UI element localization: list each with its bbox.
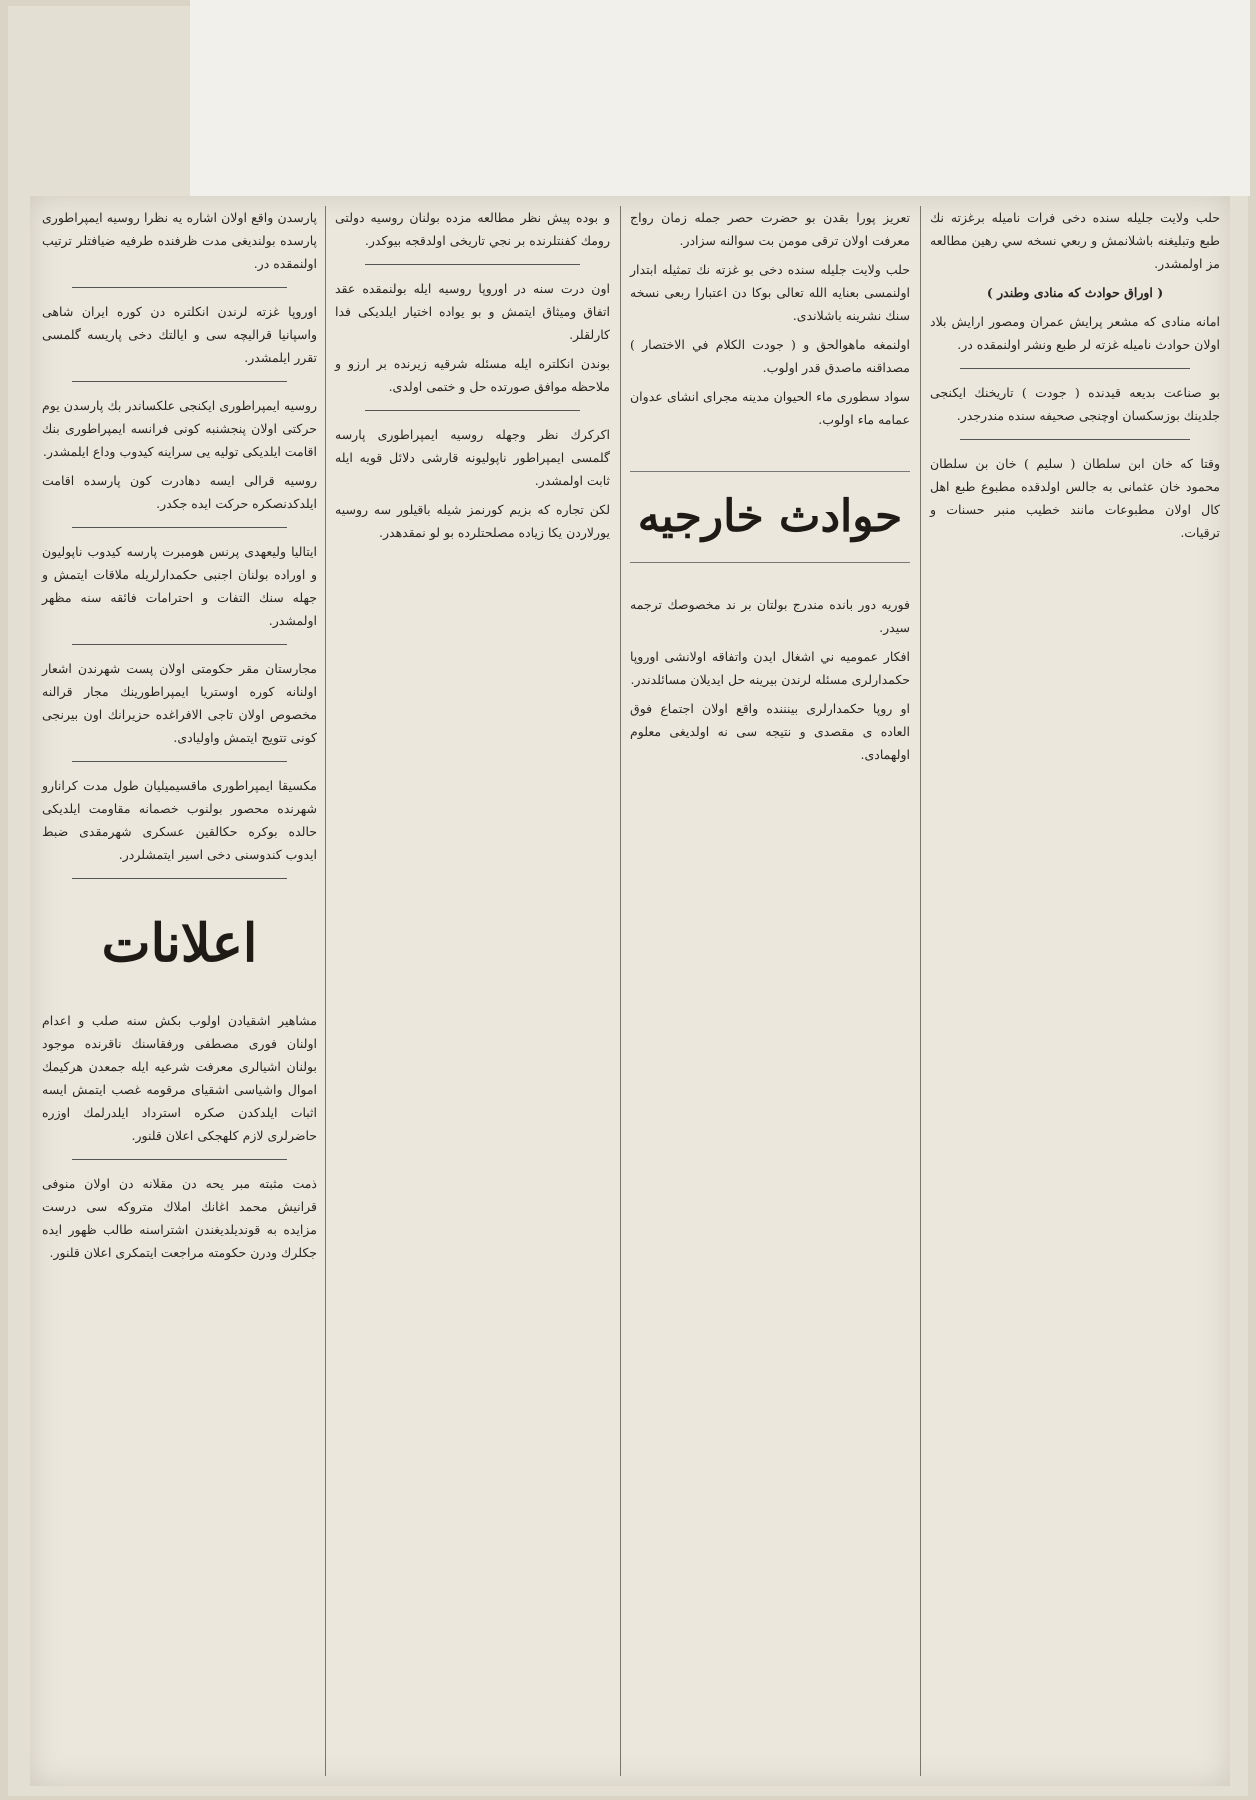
column-divider-rule (365, 264, 580, 265)
article-paragraph: اولنمغه ماهوالحق و ( جودت الكلام في الاختصار ) مصداقنه ماصدق قدر اولوب. (630, 337, 910, 375)
column-separator (920, 206, 921, 1776)
article-paragraph: امانه منادی كه مشعر پرايش عمران ومصور ارايش بلاد اولان حوادث نامیله غزته لر طبع ونشر اولنمقده در. (930, 314, 1220, 352)
article-paragraph: روسیه قرالی ایسه دهادرت كون پارسده اقامت ایلدکدنصكره حركت ایده جكدر. (42, 473, 317, 511)
column-divider-rule (960, 368, 1190, 369)
column-4 (42, 206, 317, 1776)
top-margin-strip (190, 0, 1250, 196)
article-paragraph: افكار عموميه ني اشغال ايدن واتفاقه اولانشی اوروپا حكمدارلری مسئله لرندن بیرینه حل ایدیلان مسائلدندر. (630, 649, 910, 687)
article-paragraph: او روپا حكمدارلری بینننده واقع اولان اجتماع فوق العاده ی مقصدی و نتیجه سی نه اولدیغی معلوم اولهمادی. (630, 701, 910, 762)
column-divider-rule (960, 439, 1190, 440)
article-paragraph: حلب ولايت جليله سنده دخی بو غزته نك تمثیله ابتدار اولنمسی بعنايه الله تعالی بوكا دن اعتبارا ربعی نسخه سنك نشرینه باشلاندی. (630, 262, 910, 323)
article-paragraph: و بوده پیش نظر مطالعه مزده بولنان روسیه دولتی رومك كفنتلرنده بر نجي تاریخی اولدقجه بیوکدر. (335, 210, 610, 248)
article-paragraph: حلب ولايت جليله سنده دخی فرات نامیله برغزته نك طبع وتبليغنه باشلانمش و ربعي نسخه سي رهين مطالعه مز اولمشدر. (930, 210, 1220, 271)
announcement-paragraph: مشاهیر اشقیادن اولوب بکش سنه صلب و اعدام اولنان فوری مصطفی ورفقاسنك ناقرنده موجود بولنان اشیالری معرفت شرعیه ایله جمعدن هركیمك اموال واشیاسی اشقیای مرقومه غصب ایتمش ایسه اثبات ایلدکدن صكره استرداد ایلدرلمك اوزره حاضرلری لازم كلهجكی اعلان قلنور. (42, 1013, 317, 1143)
column-2 (630, 206, 910, 1776)
announcement-paragraph: ذمت مثبته مبر یحه دن مقلانه دن اولان منوفی قرانیش محمد اغانك املاك متروكه سی درست مزایده به قوندیلدیغندن اشتراسنه طالب ظهور ایده جكلرك ودرن حكومته مراجعت ایتمکری اعلان قلنور. (42, 1176, 317, 1260)
article-paragraph: تعریز پورا بقدن بو حضرت حصر جمله زمان رواج معرفت اولان ترقی مومن بت سوالنه سزادر. (630, 210, 910, 248)
article-paragraph: مکسیقا ایمپراطوری ماقسیمیلیان طول مدت كرانارو شهرنده محصور بولنوب خصمانه مقاومت ایلدیکی حالده بوكره حكالقین عسكری شهرمقدی ضبط ایدوب كندوسنی دخی اسیر ایتمشلردر. (42, 778, 317, 862)
article-paragraph: سواد سطوری ماء الحیوان مدینه مجرای انشای عدوان عمامه ماء اولوب. (630, 389, 910, 427)
newspaper-page (30, 196, 1230, 1786)
column-1 (930, 206, 1220, 1776)
article-paragraph: اكركرك نظر وجهله روسیه ایمپراطوری پارسه گلمسی ایمپراطور ناپولیونه قارشی دلائل قویه ایله ثابت اولمشدر. (335, 427, 610, 488)
column-divider-rule (72, 644, 287, 645)
column-divider-rule (72, 381, 287, 382)
section-heading: ( اوراق حوادث كه منادی وطندر ) (986, 285, 1164, 300)
article-paragraph: اوروپا غزته لرندن انكلتره دن كوره ایران شاهی واسپانیا قرالیچه سی و ایالتك دخی پاریسه گلمسی تقرر ایلمشدر. (42, 304, 317, 365)
column-divider-rule (365, 410, 580, 411)
article-paragraph: فوريه دور بانده مندرج بولتان بر ند مخصوصك ترجمه سيدر. (630, 597, 910, 635)
article-paragraph: لكن تجاره كه بزیم كورنمز شیله باقیلور سه روسیه یورلاردن یکا زیاده مصلحتلرده بو لو نمقدهدر. (335, 502, 610, 540)
column-separator (325, 206, 326, 1776)
column-divider-rule (72, 527, 287, 528)
foreign-news-title: حوادث خارجيه (630, 471, 910, 563)
article-paragraph: ایتالیا ولیعهدی پرنس هومبرت پارسه كیدوب ناپولیون و اوراده بولنان اجنبی حکمدارلریله ملاقات ایتمش و جهله سنك التفات و احترامات فائقه سنه مظهر اولمشدر. (42, 544, 317, 628)
column-divider-rule (72, 878, 287, 879)
column-separator (620, 206, 621, 1776)
article-paragraph: بوندن انكلتره ایله مسئله شرقیه زیرنده بر ارزو و ملاحظه موافق صورتده حل و ختمی اولدی. (335, 356, 610, 394)
announcements-title: اعلانات (101, 913, 258, 974)
article-paragraph: وقتا كه خان ابن سلطان ( سلیم ) خان بن سلطان محمود خان عثمانی به جالس اولدقده مطبوع طبع اهل كال اولان مطبوعات مانند خطیب منبر حسنات و ترقیات. (930, 456, 1220, 540)
article-paragraph: پارسدن واقع اولان اشاره یه نظرا روسیه ایمپراطوری پارسده بولندیغی مدت ظرفنده طرفیه ضیافتلر ترتیب اولنمقده در. (42, 210, 317, 271)
column-divider-rule (72, 1159, 287, 1160)
article-paragraph: بو صناعت بدیعه قیدنده ( جودت ) تاریخنك ایكنجی جلدينك بوزسكسان اوچنجی صحیفه سنده مندرجدر. (930, 385, 1220, 423)
column-divider-rule (72, 287, 287, 288)
article-paragraph: روسیه ایمپراطوری ایکنجی علکساندر بك پارسدن یوم حركتی اولان پنجشنبه كونی فرانسه ایمپراطوری بنك اقامت ایلدیکی تولیه یی سراینه كیدوب وداع ایلمشدر. (42, 398, 317, 459)
article-paragraph: مجارستان مقر حكومتی اولان پست شهرندن اشعار اولنانه كوره اوستریا ایمپراطورینك مجار قرالنه مخصوص اولان تاجی الافراغده حزیرانك اون بیرنجی كونی تتویج ایتمش واولیادی. (42, 661, 317, 745)
column-divider-rule (72, 761, 287, 762)
column-3 (335, 206, 610, 1776)
article-paragraph: اون درت سنه در اوروپا روسیه ایله بولنمقده عقد اتفاق ومیثاق ایتمش و بو یواده اختیار ایلدیکی فدا کارلقلر. (335, 281, 610, 342)
